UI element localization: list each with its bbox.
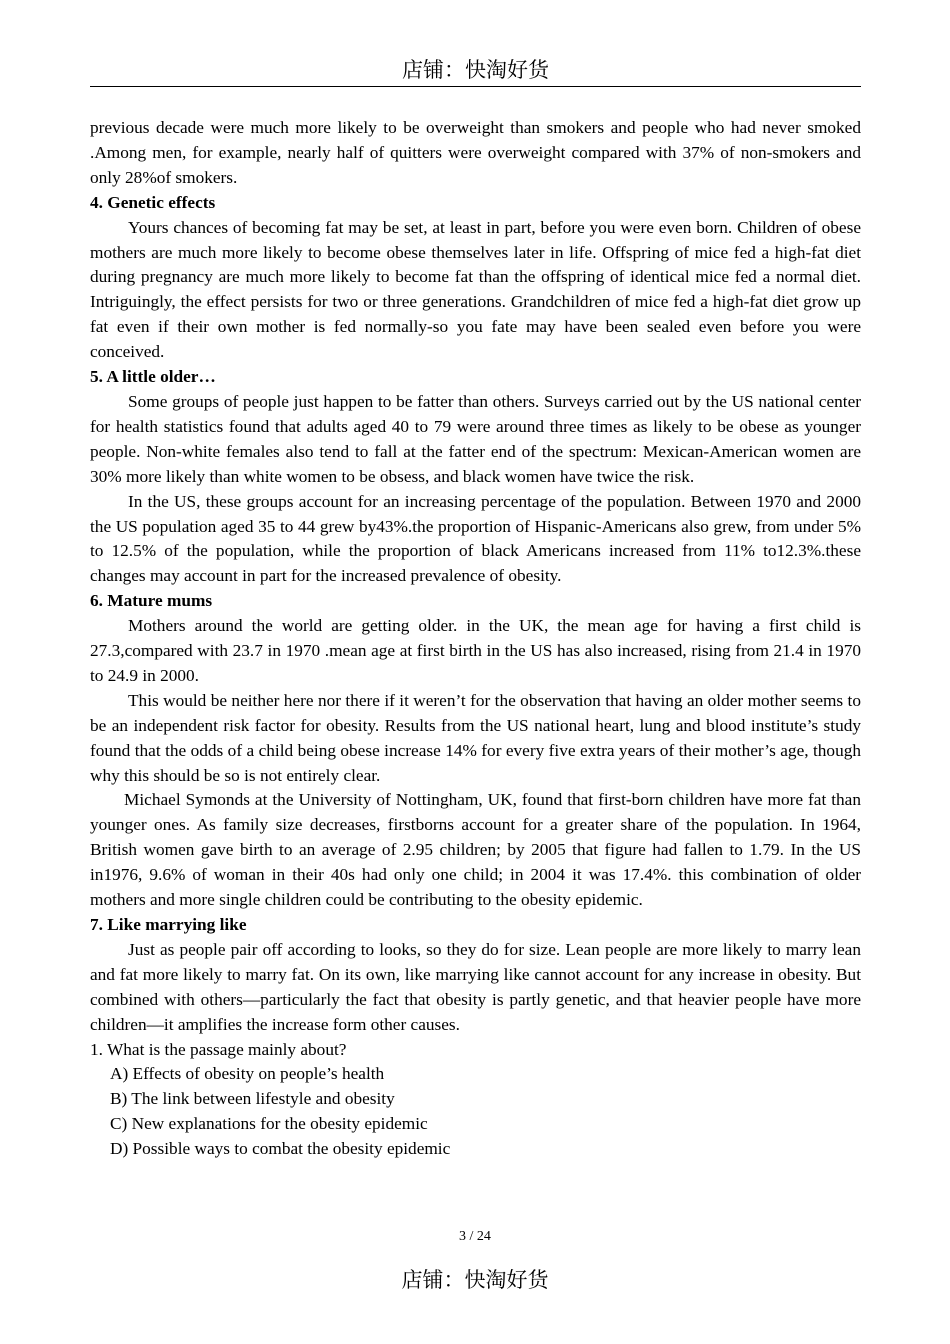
- paragraph-intro: previous decade were much more likely to be overweight than smokers and people who had never smoked .Among men, for example, nearly half of quitters were overweight compared with 37% of non-smokers and only 28%of smokers.: [90, 118, 861, 187]
- footer-shop-label: 店铺：快淘好货: [401, 1268, 549, 1292]
- paragraph-marrying-like: Just as people pair off according to looks, so they do for size. Lean people are more likely to marry lean and fat more likely to marry fat. On its own, like marrying like cannot account for any increase in obesity. But combined with others—particularly the fact that obesity is partly genetic, and that heavier people have more children—it amplifies the increase form other causes.: [90, 939, 861, 1034]
- question-stem: 1. What is the passage mainly about?: [90, 1039, 347, 1059]
- section-heading-a-little-older: 5. A little older…: [90, 367, 216, 387]
- question-option-d: D) Possible ways to combat the obesity epidemic: [110, 1139, 451, 1159]
- paragraph-genetic-effects: Yours chances of becoming fat may be set, at least in part, before you were even born. Children of obese mothers are much more likely to become obese themselves later in life. Offspring of mice fed a high-fat diet during pregnancy are much more likely to become fat than the offspring of identical mice fed a normal diet. Intriguingly, the effect persists for two or three generations. Grandchildren of mice fed a high-fat diet grow up fat even if their own mother is fed normally-so you fate may have been sealed even before you were conceived.: [90, 217, 861, 362]
- header-shop-label: 店铺：快淘好货: [402, 58, 549, 82]
- page-footer: [0, 1266, 950, 1294]
- paragraph-mums-1: Mothers around the world are getting older. in the UK, the mean age for having a first child is 27.3,compared with 23.7 in 1970 .mean age at first birth in the US has also increased, rising from 21.4 in 1970 to 24.9 in 2000.: [90, 616, 861, 685]
- question-option-a: A) Effects of obesity on people’s health: [110, 1064, 385, 1084]
- section-heading-genetic-effects: 4. Genetic effects: [90, 192, 216, 212]
- question-option-c: C) New explanations for the obesity epidemic: [110, 1114, 428, 1134]
- page-header: [90, 56, 861, 87]
- paragraph-older-1: Some groups of people just happen to be fatter than others. Surveys carried out by the US national center for health statistics found that adults aged 40 to 79 were around three times as likely to be obese as younger people. Non-white females also tend to fall at the fatter end of the spectrum: Mexican-American women are 30% more likely than white women to be obsess, and black women have twice the risk.: [90, 391, 861, 486]
- section-heading-mature-mums: 6. Mature mums: [90, 591, 213, 611]
- paragraph-older-2: In the US, these groups account for an increasing percentage of the population. Between 1970 and 2000 the US population aged 35 to 44 grew by43%.the proportion of Hispanic-Americans also grew, from under 5% to 12.5% of the population, while the proportion of black Americans increased from 11% to12.3%.these changes may account in part for the increased prevalence of obesity.: [90, 491, 861, 586]
- page-number: 3 / 24: [459, 1229, 491, 1244]
- paragraph-mums-2: This would be neither here nor there if it weren’t for the observation that having an older mother seems to be an independent risk factor for obesity. Results from the US national heart, lung and blood institute’s study found that the odds of a child being obese increase 14% for every five extra years of their mother’s age, though why this should be so is not entirely clear.: [90, 690, 861, 785]
- section-heading-marrying-like: 7. Like marrying like: [90, 915, 247, 934]
- document-body: [90, 116, 861, 1162]
- paragraph-mums-3: Michael Symonds at the University of Nottingham, UK, found that first-born children have more fat than younger ones. As family size decreases, firstborns account for a greater share of the population. In 1964, British women gave birth to an average of 2.95 children; by 2005 that figure had fallen to 1.79. In the US in1976, 9.6% of woman in their 40s had only one child; in 2004 it was 17.4%. this combination of older mothers and more single children could be contributing to the obesity epidemic.: [90, 790, 861, 910]
- question-option-b: B) The link between lifestyle and obesity: [110, 1089, 395, 1109]
